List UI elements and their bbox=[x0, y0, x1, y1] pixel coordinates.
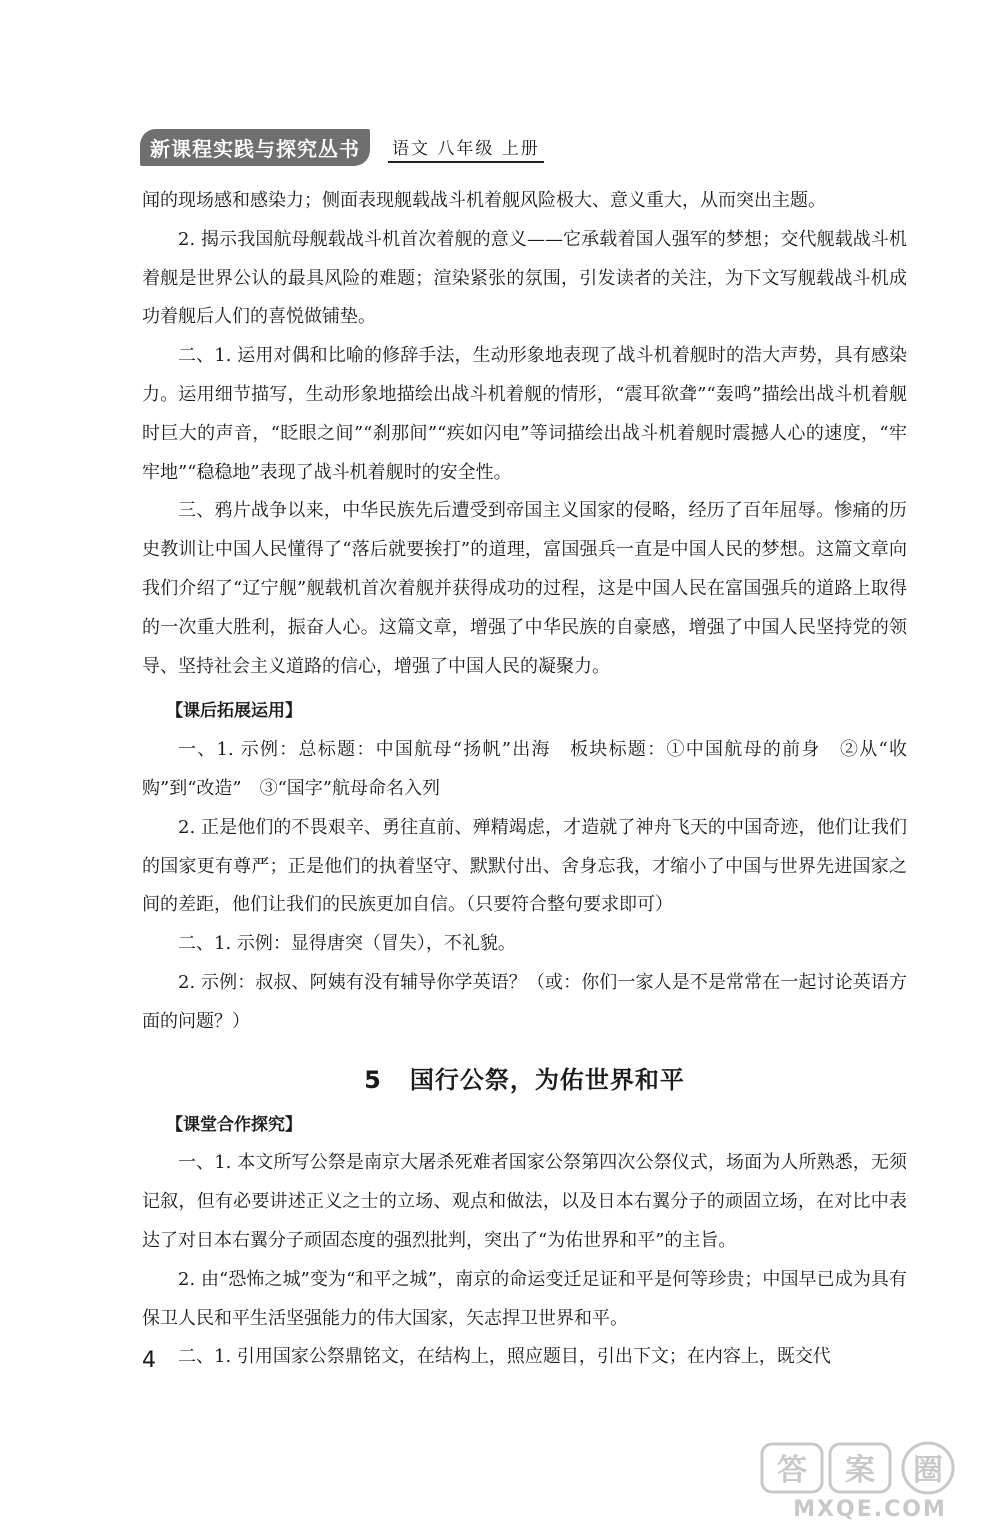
watermark-char-1: 答 bbox=[777, 1453, 807, 1488]
watermark-char-2: 案 bbox=[845, 1453, 875, 1488]
section-heading: 【课堂合作探究】 bbox=[166, 1114, 302, 1135]
paragraph-continued: 闻的现场感和感染力；侧面表现舰载战斗机着舰风险极大、意义重大，从而突出主题。 bbox=[142, 190, 826, 211]
page-content bbox=[142, 182, 907, 1377]
chapter-number: 5 bbox=[364, 1065, 382, 1094]
watermark-logo bbox=[760, 1440, 980, 1520]
paragraph: 二、1. 示例：显得唐突（冒失），不礼貌。 bbox=[178, 933, 516, 955]
paragraph: 二、1. 运用对偶和比喻的修辞手法，生动形象地表现了战斗机着舰时的浩大声势，具有感染力。运用细节描写，生动形象地描绘出战斗机着舰的情形，“震耳欲聋”“轰鸣”描绘出战斗机着舰时巨大的声音，“眨眼之间”“刹那间”“疾如闪电”等词描绘出战斗机着舰时震撼人心的速度，“牢牢地”“稳稳地”表现了战斗机着舰时的安全性。 bbox=[142, 345, 907, 483]
subject-label: 语文 八年级 上册 bbox=[388, 132, 544, 163]
chapter-title bbox=[142, 1060, 907, 1100]
series-badge: 新课程实践与探究丛书 bbox=[140, 129, 370, 166]
watermark-url: MXQE.COM bbox=[793, 1497, 947, 1520]
paragraph: 2. 正是他们的不畏艰辛、勇往直前、殚精竭虑，才造就了神舟飞天的中国奇迹，他们让我们的国家更有尊严；正是他们的执着坚守、默默付出、舍身忘我，才缩小了中国与世界先进国家之间的差距，他们让我们的民族更加自信。（只要符合整句要求即可） bbox=[142, 816, 907, 916]
watermark-char-3: 圈 bbox=[913, 1453, 943, 1488]
paragraph: 2. 由“恐怖之城”变为“和平之城”，南京的命运变迁足证和平是何等珍贵；中国早已成为具有保卫人民和平生活坚强能力的伟大国家，矢志捍卫世界和平。 bbox=[142, 1268, 907, 1329]
paragraph: 2. 揭示我国航母舰载战斗机首次着舰的意义——它承载着国人强军的梦想；交代舰载战斗机着舰是世界公认的最具风险的难题；渲染紧张的氛围，引发读者的关注，为下文写舰载战斗机成功着舰后人们的喜悦做铺垫。 bbox=[142, 228, 907, 328]
page-number: 4 bbox=[142, 1348, 156, 1373]
paragraph: 一、1. 示例：总标题：中国航母“扬帆”出海 板块标题：①中国航母的前身 ②从“收购”到“改造” ③“国字”航母命名入列 bbox=[142, 739, 907, 799]
section-heading: 【课后拓展运用】 bbox=[166, 701, 302, 722]
paragraph: 2. 示例：叔叔、阿姨有没有辅导你学英语？（或：你们一家人是不是常常在一起讨论英语方面的问题？） bbox=[142, 971, 907, 1032]
paragraph: 二、1. 引用国家公祭鼎铭文，在结构上，照应题目，引出下文；在内容上，既交代 bbox=[178, 1346, 831, 1368]
chapter-name: 国行公祭，为佑世界和平 bbox=[409, 1065, 685, 1094]
paragraph: 三、鸦片战争以来，中华民族先后遭受到帝国主义国家的侵略，经历了百年屈辱。惨痛的历史教训让中国人民懂得了“落后就要挨打”的道理，富国强兵一直是中国人民的梦想。这篇文章向我们介绍了“辽宁舰”舰载机首次着舰并获得成功的过程，这是中国人民在富国强兵的道路上取得的一次重大胜利，振奋人心。这篇文章，增强了中华民族的自豪感，增强了中国人民坚持党的领导、坚持社会主义道路的信心，增强了中国人民的凝聚力。 bbox=[142, 500, 907, 677]
running-header bbox=[140, 130, 544, 164]
paragraph: 一、1. 本文所写公祭是南京大屠杀死难者国家公祭第四次公祭仪式，场面为人所熟悉，无须记叙，但有必要讲述正义之士的立场、观点和做法，以及日本右翼分子的顽固立场，在对比中表达了对日本右翼分子顽固态度的强烈批判，突出了“为佑世界和平”的主旨。 bbox=[142, 1152, 907, 1251]
